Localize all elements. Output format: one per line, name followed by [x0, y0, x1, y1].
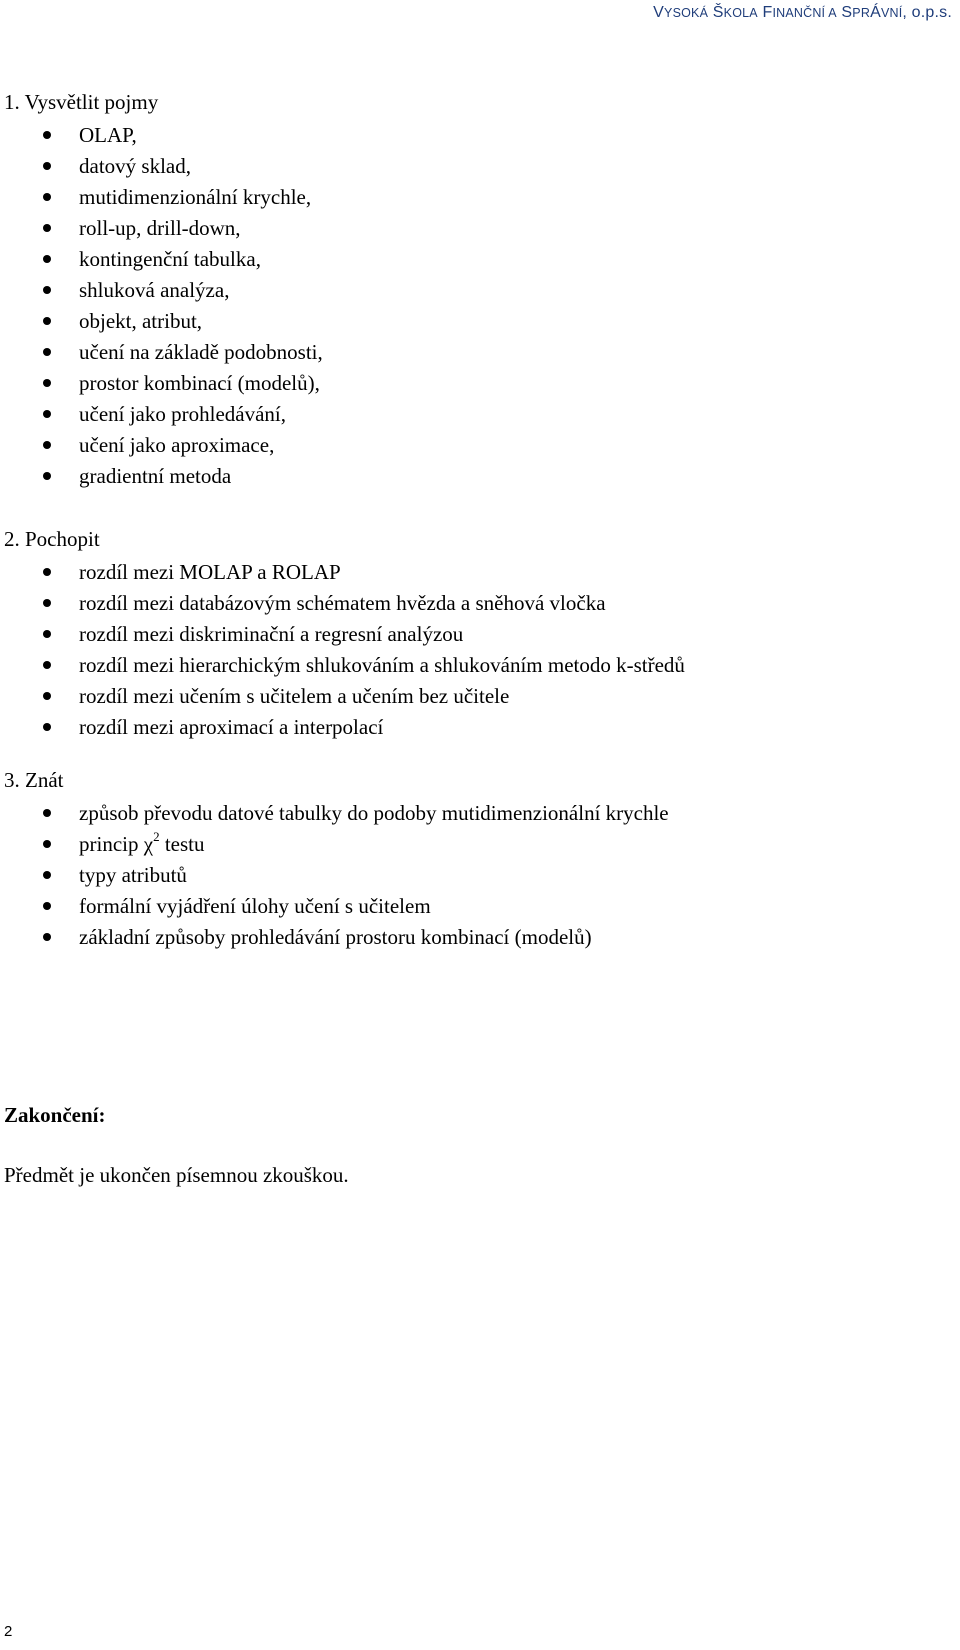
bullet-icon: [43, 255, 51, 263]
running-head-part: Š: [708, 4, 724, 21]
list-item: [0, 153, 323, 184]
chi-after: testu: [159, 832, 205, 856]
list-item-text: mutidimenzionální krychle,: [79, 185, 312, 209]
list-item: [0, 184, 323, 215]
running-head-part: A: [825, 6, 837, 20]
list-item-text: shluková analýza,: [79, 278, 230, 302]
list-item: [0, 370, 323, 401]
list-item-text: typy atributů: [79, 863, 187, 887]
section-heading-2: 2. Pochopit: [4, 527, 100, 551]
list-item: [0, 590, 685, 621]
bullet-icon: [43, 348, 51, 356]
bullet-icon: [43, 379, 51, 387]
list-item-text: objekt, atribut,: [79, 309, 203, 333]
list-item-text: roll-up, drill-down,: [79, 216, 241, 240]
list-item-text: gradientní metoda: [79, 464, 232, 488]
bullet-icon: [43, 630, 51, 638]
closing-text: Předmět je ukončen písemnou zkouškou.: [4, 1163, 349, 1187]
running-head-part: VNÍ: [880, 6, 903, 20]
running-head-part: , o.p.s.: [902, 4, 952, 21]
list-item-text: učení jako aproximace,: [79, 433, 275, 457]
list-item: [0, 246, 323, 277]
list-item-text: datový sklad,: [79, 154, 191, 178]
list-item-text: rozdíl mezi diskriminační a regresní analýzou: [79, 622, 464, 646]
list-item-text: kontingenční tabulka,: [79, 247, 261, 271]
list-item-text: rozdíl mezi aproximací a interpolací: [79, 715, 384, 739]
list-item: [0, 122, 323, 153]
list-item: [0, 308, 323, 339]
list-item: [0, 463, 323, 494]
bullet-icon: [43, 840, 51, 848]
chi-superscript: 2: [153, 829, 160, 844]
chi-symbol: χ: [143, 832, 154, 856]
list-item-text: učení na základě podobnosti,: [79, 340, 323, 364]
running-head-part: PR: [852, 6, 871, 20]
list-item-text: prostor kombinací (modelů),: [79, 371, 320, 395]
page-number: 2: [4, 1623, 13, 1640]
list-item: [0, 683, 685, 714]
bullet-icon: [43, 661, 51, 669]
bullet-icon: [43, 317, 51, 325]
running-head-part: INANČNÍ: [772, 6, 826, 20]
section-3-list: [0, 800, 669, 955]
list-item: [0, 432, 323, 463]
list-item: [0, 339, 323, 370]
list-item-text: rozdíl mezi hierarchickým shlukováním a shlukováním metodo k-středů: [79, 653, 685, 677]
list-item: [0, 714, 685, 745]
list-item-text: rozdíl mezi učením s učitelem a učením bez učitele: [79, 684, 510, 708]
bullet-icon: [43, 410, 51, 418]
list-item: [0, 277, 323, 308]
list-item-text: OLAP,: [79, 123, 137, 147]
running-head-part: Á: [870, 4, 881, 21]
bullet-icon: [43, 472, 51, 480]
section-1-list: [0, 122, 323, 494]
bullet-icon: [43, 871, 51, 879]
chi-before: princip: [79, 832, 144, 856]
bullet-icon: [43, 162, 51, 170]
section-heading-3: 3. Znát: [4, 768, 64, 792]
bullet-icon: [43, 193, 51, 201]
bullet-icon: [43, 902, 51, 910]
list-item-text: učení jako prohledávání,: [79, 402, 287, 426]
list-item-text: způsob převodu datové tabulky do podoby mutidimenzionální krychle: [79, 801, 669, 825]
bullet-icon: [43, 933, 51, 941]
bullet-icon: [43, 441, 51, 449]
running-head: [653, 4, 952, 22]
list-item: [0, 652, 685, 683]
list-item: [0, 862, 669, 893]
list-item: [0, 831, 669, 862]
bullet-icon: [43, 809, 51, 817]
running-head-part: F: [757, 4, 773, 21]
running-head-part: V: [653, 4, 665, 21]
list-item-text: rozdíl mezi databázovým schématem hvězda a sněhová vločka: [79, 591, 606, 615]
list-item: [0, 401, 323, 432]
running-head-part: YSOKÁ: [664, 6, 709, 20]
list-item: [0, 800, 669, 831]
running-head-part: S: [836, 4, 853, 21]
bullet-icon: [43, 692, 51, 700]
list-item: [0, 893, 669, 924]
list-item: [0, 924, 669, 955]
bullet-icon: [43, 224, 51, 232]
list-item: [0, 559, 685, 590]
bullet-icon: [43, 131, 51, 139]
list-item-text: formální vyjádření úlohy učení s učitelem: [79, 894, 431, 918]
bullet-icon: [43, 599, 51, 607]
list-item: [0, 621, 685, 652]
list-item: [0, 215, 323, 246]
section-2-list: [0, 559, 685, 745]
running-head-part: KOLA: [723, 6, 758, 20]
bullet-icon: [43, 568, 51, 576]
bullet-icon: [43, 723, 51, 731]
list-item-text: rozdíl mezi MOLAP a ROLAP: [79, 560, 341, 584]
bullet-icon: [43, 286, 51, 294]
closing-heading: Zakončení:: [4, 1103, 106, 1127]
section-heading-1: 1. Vysvětlit pojmy: [4, 90, 159, 114]
list-item-text: základní způsoby prohledávání prostoru kombinací (modelů): [79, 925, 592, 949]
